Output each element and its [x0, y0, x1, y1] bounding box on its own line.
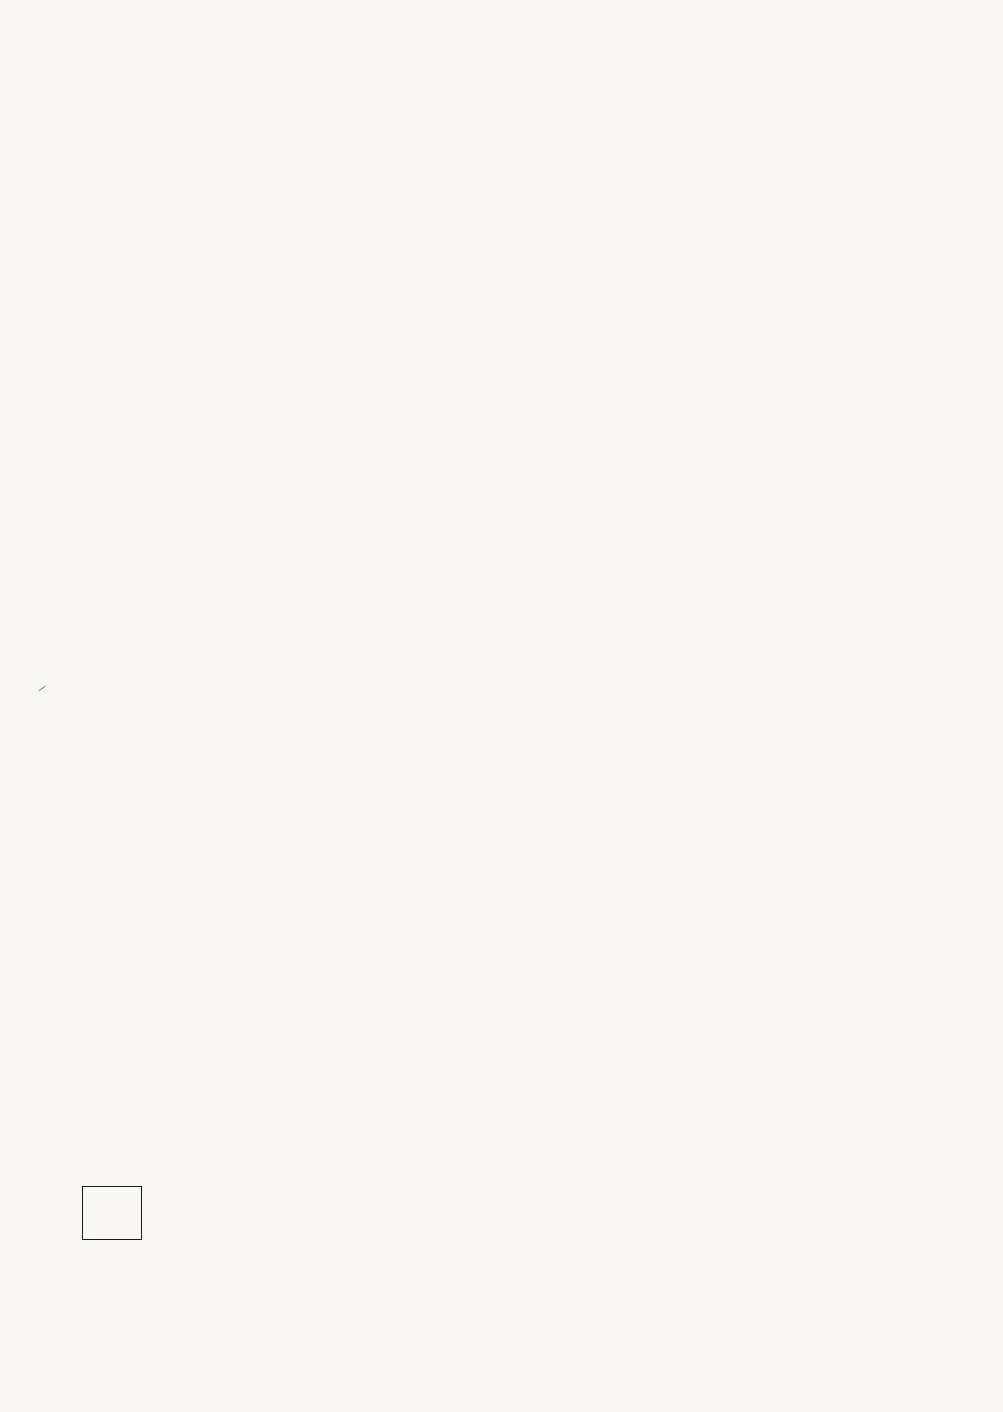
stray-mark: [38, 686, 45, 691]
seal-stamp: [82, 1186, 142, 1240]
